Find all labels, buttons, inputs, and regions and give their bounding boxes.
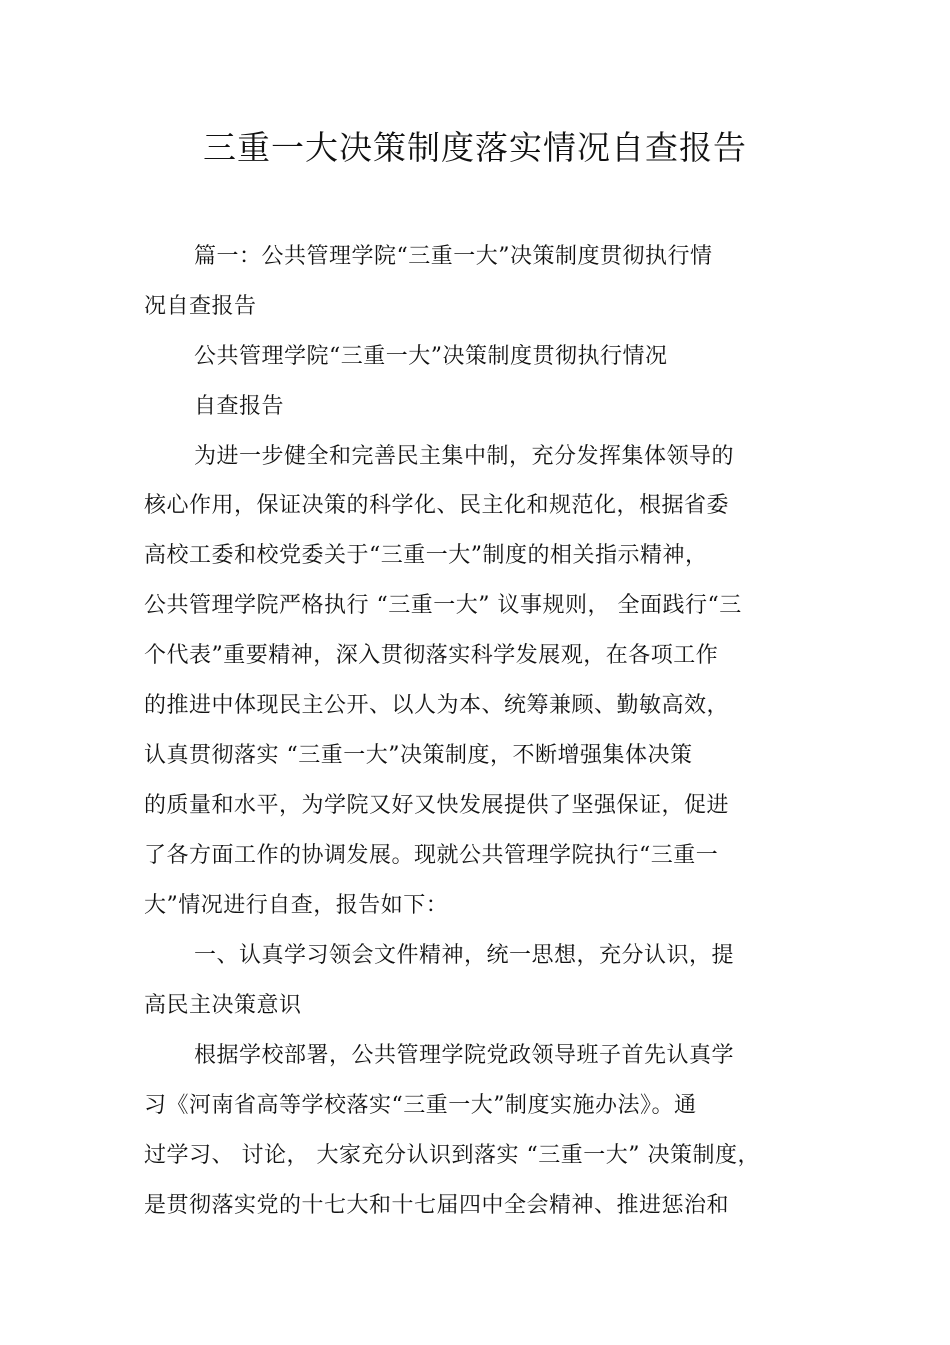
text-line: 自查报告 [194, 394, 285, 419]
text-line: 为进一步健全和完善民主集中制，充分发挥集体领导的 [194, 444, 735, 469]
text-line: 是贯彻落实党的十七大和十七届四中全会精神、推进惩治和 [144, 1193, 730, 1218]
text-line: 了各方面工作的协调发展。现就公共管理学院执行“三重一 [144, 843, 719, 868]
text-line: 况自查报告 [144, 294, 257, 319]
text-line: 公共管理学院“三重一大”决策制度贯彻执行情况 [194, 344, 668, 369]
text-line: 根据学校部署，公共管理学院党政领导班子首先认真学 [194, 1043, 735, 1068]
text-line: 高校工委和校党委关于“三重一大”制度的相关指示精神， [144, 543, 708, 568]
text-line: 核心作用，保证决策的科学化、民主化和规范化，根据省委 [144, 493, 730, 518]
text-line: 一、认真学习领会文件精神，统一思想，充分认识，提 [194, 943, 735, 968]
text-line: 认真贯彻落实 “三重一大”决策制度，不断增强集体决策 [144, 743, 693, 768]
document-title: 三重一大决策制度落实情况自查报告 [203, 128, 747, 167]
text-line: 的推进中体现民主公开、以人为本、统筹兼顾、勤敏高效， [144, 693, 730, 718]
text-line: 高民主决策意识 [144, 993, 302, 1018]
text-line: 篇一：公共管理学院“三重一大”决策制度贯彻执行情 [194, 244, 713, 269]
text-line: 大”情况进行自查，报告如下： [144, 893, 449, 918]
text-line: 公共管理学院严格执行 “三重一大” 议事规则， 全面践行“三 [144, 593, 742, 618]
text-line: 习《河南省高等学校落实“三重一大”制度实施办法》。通 [144, 1093, 697, 1118]
text-line: 的质量和水平，为学院又好又快发展提供了坚强保证，促进 [144, 793, 730, 818]
text-line: 过学习、 讨论， 大家充分认识到落实 “三重一大” 决策制度， [144, 1143, 760, 1168]
text-line: 个代表”重要精神，深入贯彻落实科学发展观，在各项工作 [144, 643, 719, 668]
